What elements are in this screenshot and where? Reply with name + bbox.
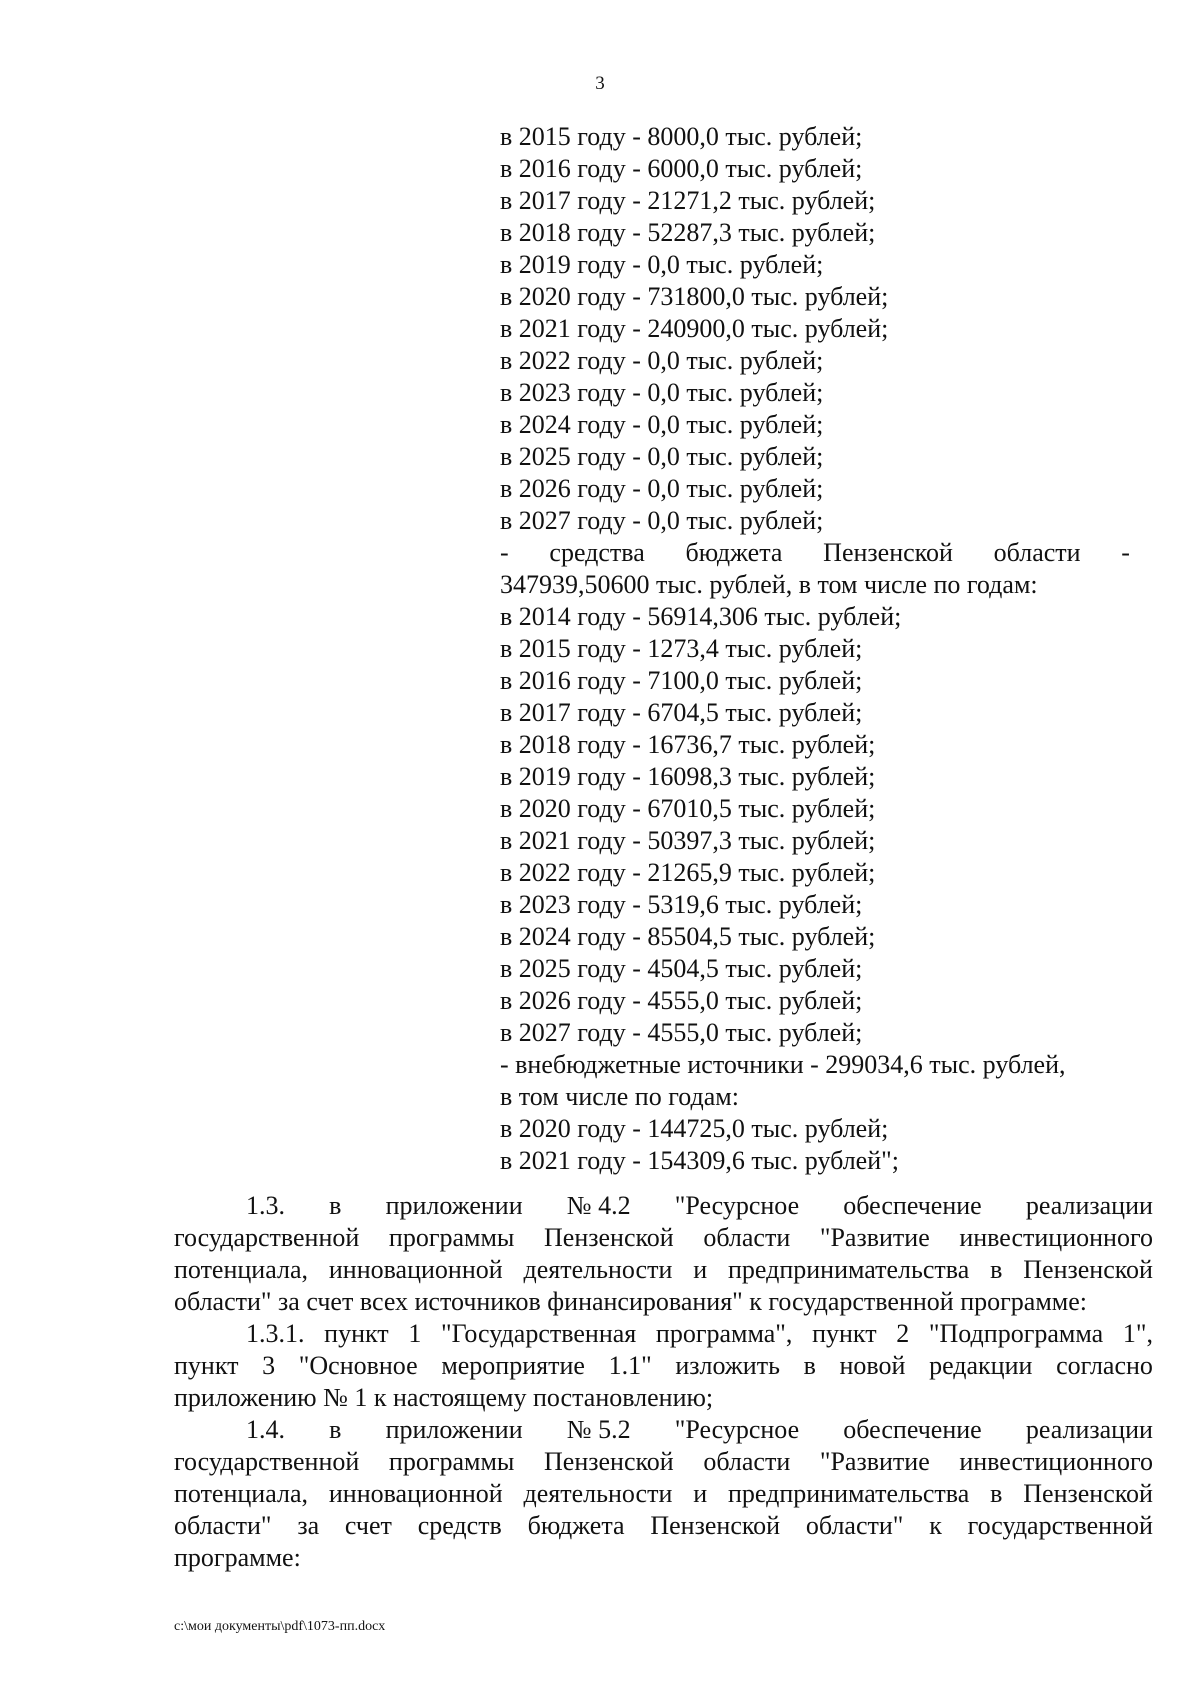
financing-line: в 2015 году - 8000,0 тыс. рублей; — [500, 122, 863, 151]
financing-line: в 2020 году - 731800,0 тыс. рублей; — [500, 282, 889, 311]
word: инвестиционного — [959, 1447, 1153, 1476]
word: 1.4. — [246, 1415, 285, 1444]
word: мероприятие — [441, 1351, 585, 1380]
financing-line: в 2024 году - 85504,5 тыс. рублей; — [500, 922, 876, 951]
word: "Подпрограмма — [928, 1319, 1104, 1348]
paragraph-line — [174, 1414, 1153, 1446]
financing-line: в 2015 году - 1273,4 тыс. рублей; — [500, 634, 863, 663]
word: Пензенской — [544, 1223, 674, 1252]
word: № 4.2 — [566, 1191, 631, 1220]
regional-budget-heading — [500, 537, 1130, 569]
paragraph-line — [174, 1286, 1153, 1318]
financing-line: в 2016 году - 7100,0 тыс. рублей; — [500, 666, 863, 695]
word: согласно — [1056, 1351, 1153, 1380]
financing-line: в 2021 году - 50397,3 тыс. рублей; — [500, 826, 876, 855]
word: в — [329, 1415, 342, 1444]
financing-line: в 2024 году - 0,0 тыс. рублей; — [500, 410, 824, 439]
word: приложении — [385, 1415, 523, 1444]
word: программа", — [655, 1319, 793, 1348]
heading-word: области — [993, 538, 1081, 567]
financing-line: в 2026 году - 4555,0 тыс. рублей; — [500, 986, 863, 1015]
word: "Ресурсное — [674, 1415, 800, 1444]
word: 3 — [262, 1351, 276, 1380]
paragraph-line — [174, 1254, 1153, 1286]
word: пункт — [174, 1351, 239, 1380]
paragraph-p-1-3 — [174, 1190, 1153, 1318]
word: "Основное — [298, 1351, 418, 1380]
word: пункт — [812, 1319, 877, 1348]
financing-line: в 2018 году - 52287,3 тыс. рублей; — [500, 218, 876, 247]
word: Пензенской — [650, 1511, 781, 1540]
word: в — [329, 1191, 342, 1220]
word: Пензенской — [544, 1447, 674, 1476]
word: обеспечение — [843, 1415, 982, 1444]
word: к — [929, 1511, 942, 1540]
word: средств — [417, 1511, 502, 1540]
financing-line: в 2018 году - 16736,7 тыс. рублей; — [500, 730, 876, 759]
financing-line: в 2023 году - 5319,6 тыс. рублей; — [500, 890, 863, 919]
extrabudget-heading: - внебюджетные источники - 299034,6 тыс. рублей, — [500, 1050, 1066, 1079]
paragraph-line — [174, 1382, 1153, 1414]
financing-line: в 2022 году - 0,0 тыс. рублей; — [500, 346, 824, 375]
body-text — [174, 1190, 1153, 1574]
financing-line: в 2026 году - 0,0 тыс. рублей; — [500, 474, 824, 503]
regional-budget-total: 347939,50600 тыс. рублей, в том числе по годам: — [500, 570, 1038, 599]
paragraph-line — [174, 1222, 1153, 1254]
paragraph-p-1-4 — [174, 1414, 1153, 1574]
word: 1.3.1. — [246, 1319, 305, 1348]
word: бюджета — [527, 1511, 625, 1540]
financing-line: в 2020 году - 144725,0 тыс. рублей; — [500, 1114, 889, 1143]
word: потенциала, — [174, 1255, 308, 1284]
word: "Развитие — [819, 1223, 930, 1252]
paragraph-line — [174, 1510, 1153, 1542]
heading-word: - — [500, 538, 509, 567]
word: деятельности — [523, 1255, 673, 1284]
financing-block — [500, 121, 1130, 1177]
page-number: 3 — [595, 73, 605, 94]
word: инвестиционного — [959, 1223, 1153, 1252]
word: в — [990, 1255, 1003, 1284]
word: "Государственная — [441, 1319, 637, 1348]
word: приложении — [385, 1191, 523, 1220]
word: потенциала, — [174, 1479, 308, 1508]
word: новой — [839, 1351, 906, 1380]
word: Пензенской — [1023, 1479, 1153, 1508]
paragraph-line — [174, 1318, 1153, 1350]
word: за — [297, 1511, 320, 1540]
word: государственной — [174, 1447, 360, 1476]
extrabudget-subheading: в том числе по годам: — [500, 1082, 739, 1111]
financing-line: в 2022 году - 21265,9 тыс. рублей; — [500, 858, 876, 887]
word: инновационной — [328, 1479, 503, 1508]
word: изложить — [675, 1351, 780, 1380]
word: области — [703, 1447, 791, 1476]
paragraph-line — [174, 1542, 1153, 1574]
financing-line: в 2017 году - 21271,2 тыс. рублей; — [500, 186, 876, 215]
line-text: области" за счет всех источников финансирования" к государственной программе: — [174, 1287, 1087, 1316]
financing-line: в 2014 году - 56914,306 тыс. рублей; — [500, 602, 902, 631]
word: реализации — [1025, 1191, 1153, 1220]
word: "Ресурсное — [674, 1191, 800, 1220]
word: 1 — [408, 1319, 422, 1348]
word: в — [803, 1351, 816, 1380]
word: в — [990, 1479, 1003, 1508]
heading-word: Пензенской — [823, 538, 953, 567]
paragraph-line — [174, 1350, 1153, 1382]
footer-file-path: c:\мои документы\pdf\1073-пп.docx — [174, 1619, 386, 1634]
word: и — [693, 1255, 708, 1284]
financing-line: в 2019 году - 16098,3 тыс. рублей; — [500, 762, 876, 791]
financing-line: в 2025 году - 4504,5 тыс. рублей; — [500, 954, 863, 983]
word: 1", — [1122, 1319, 1153, 1348]
financing-line: в 2023 году - 0,0 тыс. рублей; — [500, 378, 824, 407]
word: Пензенской — [1023, 1255, 1153, 1284]
financing-line: в 2027 году - 0,0 тыс. рублей; — [500, 506, 824, 535]
word: 2 — [896, 1319, 910, 1348]
word: предпринимательства — [728, 1255, 970, 1284]
financing-line: в 2016 году - 6000,0 тыс. рублей; — [500, 154, 863, 183]
word: счет — [344, 1511, 392, 1540]
paragraph-line — [174, 1190, 1153, 1222]
line-text: программе: — [174, 1543, 301, 1572]
line-text: приложению № 1 к настоящему постановлению; — [174, 1383, 714, 1412]
word: 1.3. — [246, 1191, 285, 1220]
word: инновационной — [328, 1255, 503, 1284]
word: области" — [805, 1511, 904, 1540]
word: редакции — [929, 1351, 1033, 1380]
financing-line: в 2019 году - 0,0 тыс. рублей; — [500, 250, 824, 279]
word: программы — [388, 1223, 515, 1252]
financing-line: в 2020 году - 67010,5 тыс. рублей; — [500, 794, 876, 823]
financing-line: в 2021 году - 240900,0 тыс. рублей; — [500, 314, 889, 343]
word: и — [693, 1479, 708, 1508]
financing-line: в 2017 году - 6704,5 тыс. рублей; — [500, 698, 863, 727]
paragraph-line — [174, 1478, 1153, 1510]
word: государственной — [174, 1223, 360, 1252]
heading-word: средства — [549, 538, 645, 567]
word: деятельности — [523, 1479, 673, 1508]
financing-line: в 2027 году - 4555,0 тыс. рублей; — [500, 1018, 863, 1047]
financing-line: в 2021 году - 154309,6 тыс. рублей"; — [500, 1146, 899, 1175]
word: государственной — [967, 1511, 1153, 1540]
word: предпринимательства — [728, 1479, 970, 1508]
word: № 5.2 — [566, 1415, 631, 1444]
financing-list-regional — [500, 601, 1130, 1049]
word: 1.1" — [608, 1351, 652, 1380]
word: реализации — [1025, 1415, 1153, 1444]
paragraph-p-1-3-1 — [174, 1318, 1153, 1414]
paragraph-line — [174, 1446, 1153, 1478]
word: пункт — [324, 1319, 389, 1348]
word: области" — [174, 1511, 272, 1540]
financing-line: в 2025 году - 0,0 тыс. рублей; — [500, 442, 824, 471]
word: "Развитие — [819, 1447, 930, 1476]
heading-word: - — [1121, 538, 1130, 567]
word: программы — [388, 1447, 515, 1476]
word: области — [703, 1223, 791, 1252]
word: обеспечение — [843, 1191, 982, 1220]
heading-word: бюджета — [685, 538, 783, 567]
financing-list-federal — [500, 121, 1130, 537]
financing-list-extrabudget — [500, 1113, 1130, 1177]
